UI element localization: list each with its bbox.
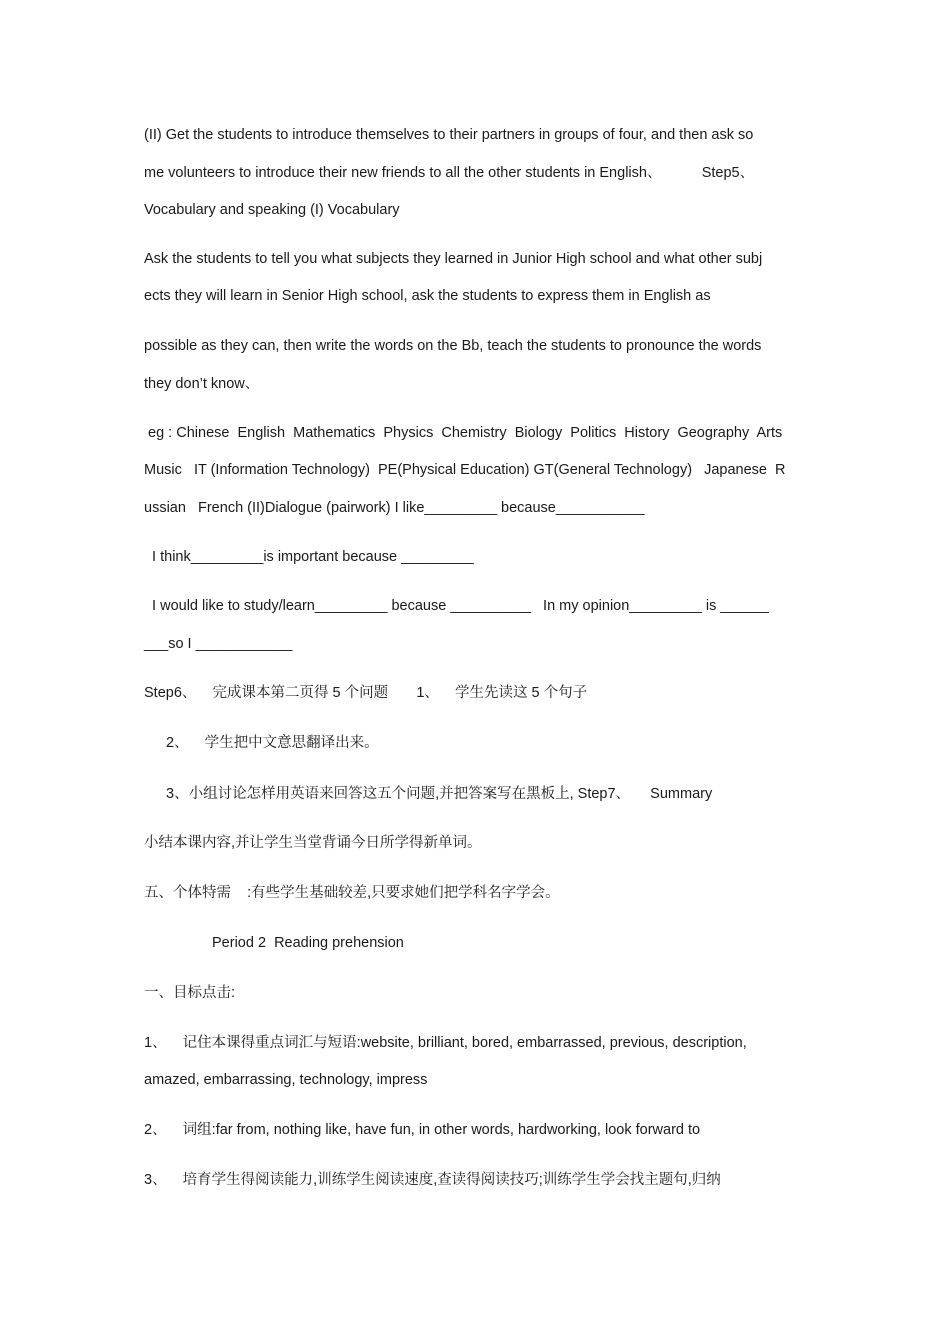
vocab-paragraph-line-4: they don’t know、 bbox=[144, 376, 260, 392]
objective-3: 3、 培育学生得阅读能力,训练学生阅读速度,查读得阅读技巧;训练学生学会找主题句,归纳 bbox=[144, 1172, 721, 1188]
vocab-paragraph-line-2: ects they will learn in Senior High school, ask the students to express them in English as bbox=[144, 288, 711, 304]
vocab-paragraph-line-3: possible as they can, then write the words on the Bb, teach the students to pronounce the words bbox=[144, 338, 762, 354]
dialogue-line-3: ___so I ____________ bbox=[144, 636, 293, 652]
dialogue-line-2: I would like to study/learn_________ because __________ In my opinion_________ is ______ bbox=[144, 598, 769, 614]
step4-line-1: (II) Get the students to introduce themselves to their partners in groups of four, and then ask so bbox=[144, 127, 754, 143]
period2-title: Period 2 Reading prehension bbox=[212, 935, 404, 951]
summary-text: 小结本课内容,并让学生当堂背诵今日所学得新单词。 bbox=[144, 835, 482, 851]
step5-heading: Vocabulary and speaking (I) Vocabulary bbox=[144, 202, 400, 218]
subjects-line-1: eg : Chinese English Mathematics Physics Chemistry Biology Politics History Geography Arts bbox=[144, 425, 783, 441]
subjects-line-2: Music IT (Information Technology) PE(Physical Education) GT(General Technology) Japanese R bbox=[144, 462, 786, 478]
objective-1-line-1: 1、 记住本课得重点词汇与短语:website, brilliant, bored, embarrassed, previous, description, bbox=[144, 1035, 747, 1051]
subjects-line-3: ussian French (II)Dialogue (pairwork) I like_________ because___________ bbox=[144, 500, 645, 516]
objective-2: 2、 词组:far from, nothing like, have fun, in other words, hardworking, look forward to bbox=[144, 1122, 701, 1138]
step6-line-3: 3、小组讨论怎样用英语来回答这五个问题,并把答案写在黑板上, Step7、 Summary bbox=[166, 786, 713, 802]
objectives-heading: 一、目标点击: bbox=[144, 985, 236, 1001]
step6-line-1: Step6、 完成课本第二页得 5 个问题 1、 学生先读这 5 个句子 bbox=[144, 685, 588, 701]
objective-1-line-2: amazed, embarrassing, technology, impress bbox=[144, 1072, 428, 1088]
vocab-paragraph-line-1: Ask the students to tell you what subjects they learned in Junior High school and what other subj bbox=[144, 251, 763, 267]
dialogue-line-1: I think_________is important because _________ bbox=[144, 549, 474, 565]
individual-needs: 五、个体特需 :有些学生基础较差,只要求她们把学科名字学会。 bbox=[144, 885, 560, 901]
step4-line-2: me volunteers to introduce their new friends to all the other students in English、 Step5、 bbox=[144, 165, 755, 181]
step6-line-2: 2、 学生把中文意思翻译出来。 bbox=[166, 735, 379, 751]
